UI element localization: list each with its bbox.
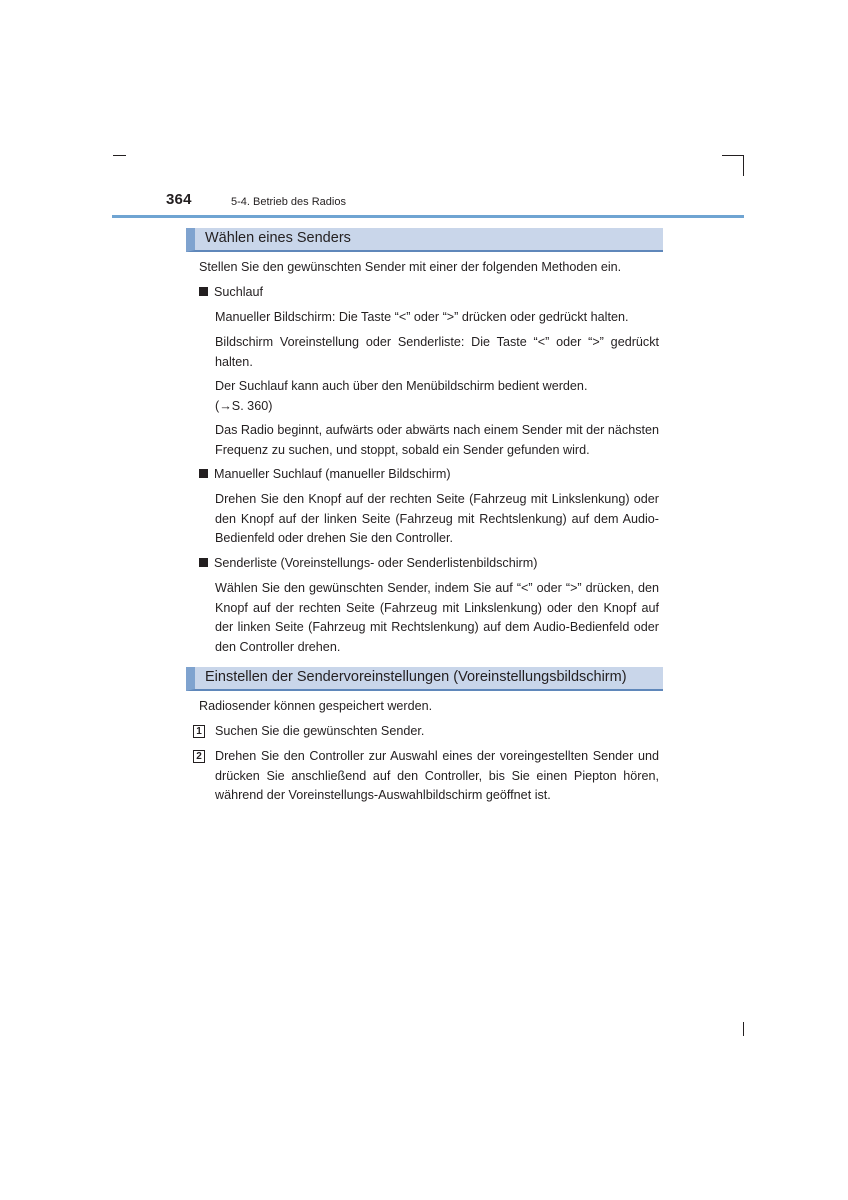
paragraph: Das Radio beginnt, aufwärts oder abwärts nach einem Sender mit der nächsten Frequenz zu suchen, und stoppt, sobald ein Sender gefunden wird. (215, 423, 659, 457)
square-bullet-icon (199, 287, 208, 296)
header-rule (112, 215, 744, 218)
section-heading-bar (186, 667, 663, 691)
section-path: 5-4. Betrieb des Radios (231, 196, 346, 208)
step-text: Suchen Sie die gewünschten Sender. (215, 724, 425, 738)
paragraph: Drehen Sie den Knopf auf der rechten Seite (Fahrzeug mit Linkslenkung) oder den Knopf auf der linken Seite (Fahrzeug mit Rechtslenkung) auf dem Audio-Bedienfeld oder drehen Sie den Controller. (215, 492, 659, 546)
subsection-heading (199, 465, 451, 485)
square-bullet-icon (199, 469, 208, 478)
page-number: 364 (166, 191, 192, 208)
subsection-heading-label: Manueller Suchlauf (manueller Bildschirm) (214, 467, 451, 481)
crop-mark-top-right-vertical (743, 155, 744, 176)
square-bullet-icon (199, 558, 208, 567)
section-intro: Radiosender können gespeichert werden. (199, 699, 433, 713)
section-heading: Wählen eines Senders (205, 230, 351, 246)
step-number-box: 1 (193, 725, 205, 738)
paragraph: Bildschirm Voreinstellung oder Senderliste: Die Taste “<” oder “>” gedrückt halten. (215, 335, 659, 369)
subsection-heading-label: Suchlauf (214, 285, 264, 299)
paragraph: Wählen Sie den gewünschten Sender, indem Sie auf “<” oder “>” drücken, den Knopf auf der rechten Seite (Fahrzeug mit Linkslenkung) oder den Knopf auf der linken Seite (Fahrzeug mit Rechtslenkung) auf dem Audio-Bedienfeld oder den Controller drehen. (215, 581, 659, 654)
subsection-heading (199, 283, 263, 303)
paragraph: Manueller Bildschirm: Die Taste “<” oder “>” drücken oder gedrückt halten. (215, 310, 629, 324)
paragraph: Der Suchlauf kann auch über den Menübildschirm bedient werden. (→S. 360) (215, 379, 588, 413)
crop-mark-top-left (113, 155, 126, 156)
section-heading-bar (186, 228, 663, 252)
section-heading: Einstellen der Sendervoreinstellungen (Voreinstellungsbildschirm) (205, 669, 627, 685)
step-text: Drehen Sie den Controller zur Auswahl eines der voreingestellten Sender und drücken Sie anschließend auf den Controller, bis Sie einen Piepton hören, während der Voreinstellungs-Auswahlbildschirm geöffnet ist. (215, 749, 659, 803)
step-number-box: 2 (193, 750, 205, 763)
subsection-heading-label: Senderliste (Voreinstellungs- oder Senderlistenbildschirm) (214, 556, 538, 570)
section-intro: Stellen Sie den gewünschten Sender mit einer der folgenden Methoden ein. (199, 260, 622, 274)
subsection-heading (199, 554, 537, 574)
crop-mark-top-right-horizontal (722, 155, 744, 156)
crop-mark-bottom-right (743, 1022, 744, 1036)
